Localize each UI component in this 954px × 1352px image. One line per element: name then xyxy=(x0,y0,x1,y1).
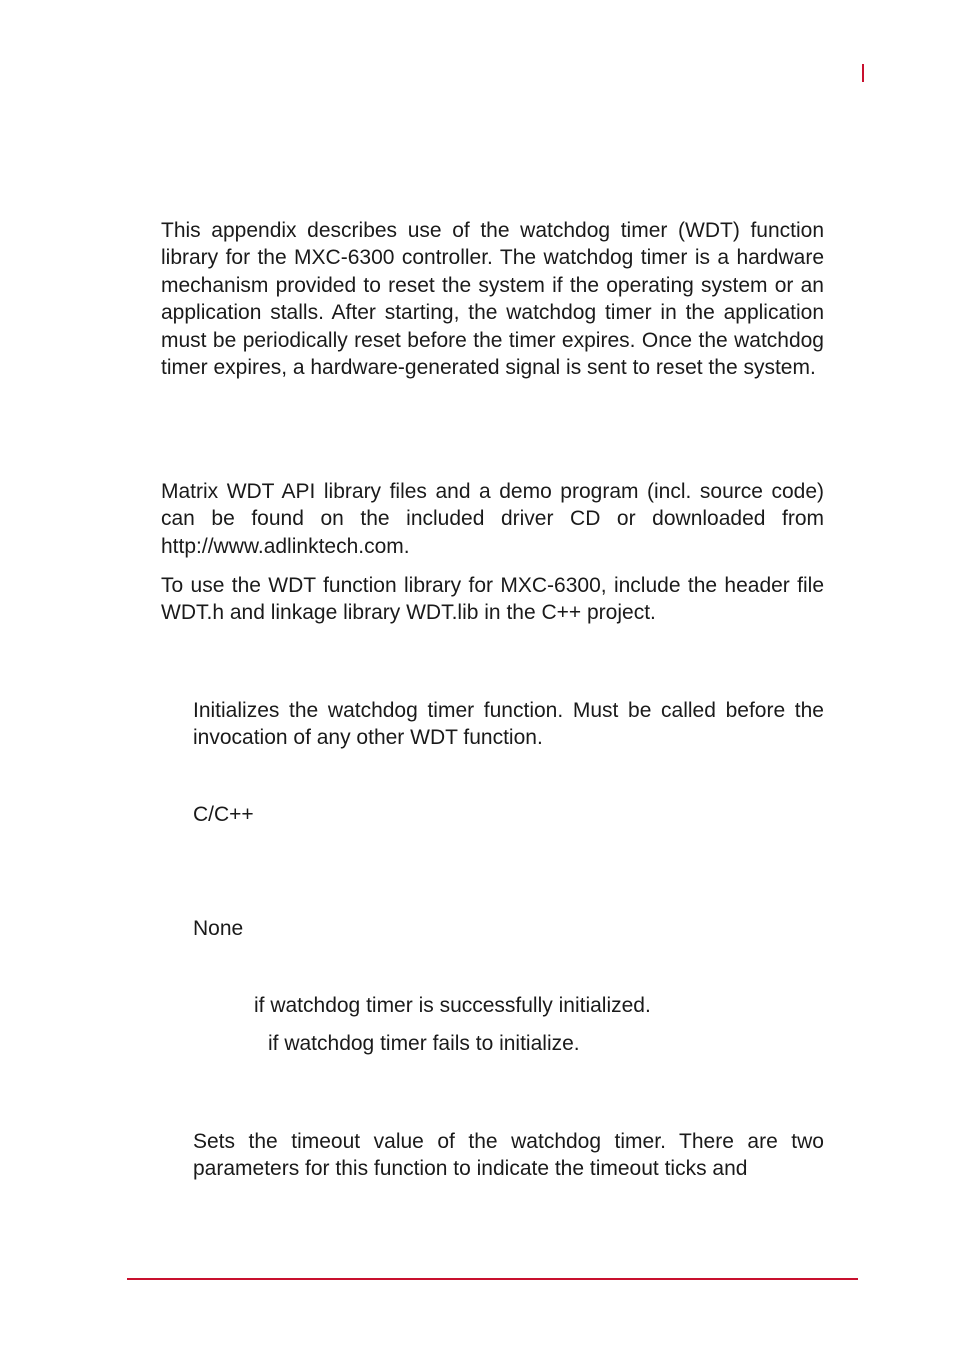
init-description: Initializes the watchdog timer function. Must be called before the invocation of any other WDT function. xyxy=(193,699,824,750)
footer-rule xyxy=(127,1278,858,1280)
timeout-description: Sets the timeout value of the watchdog timer. There are two parameters for this function to indicate the timeout ticks and xyxy=(193,1130,824,1181)
usage-paragraph: To use the WDT function library for MXC-6300, include the header file WDT.h and linkage library WDT.lib in the C++ project. xyxy=(161,574,824,625)
parameters-value: None xyxy=(193,917,244,940)
library-paragraph: Matrix WDT API library files and a demo program (incl. source code) can be found on the included driver CD or downloaded from http://www.adlinktech.com. xyxy=(161,480,824,558)
return-failure: if watchdog timer fails to initialize. xyxy=(268,1032,580,1055)
intro-paragraph: This appendix describes use of the watchdog timer (WDT) function library for the MXC-6300 controller. The watchdog timer is a hardware mechanism provided to reset the system if the operating system or an application stalls. After starting, the watchdog timer in the application must be periodically reset before the timer expires. Once the watchdog timer expires, a hardware-generated signal is sent to reset the system. xyxy=(161,219,824,380)
return-success: if watchdog timer is successfully initialized. xyxy=(254,994,651,1017)
syntax-language: C/C++ xyxy=(193,803,254,826)
header-marker xyxy=(862,64,864,82)
